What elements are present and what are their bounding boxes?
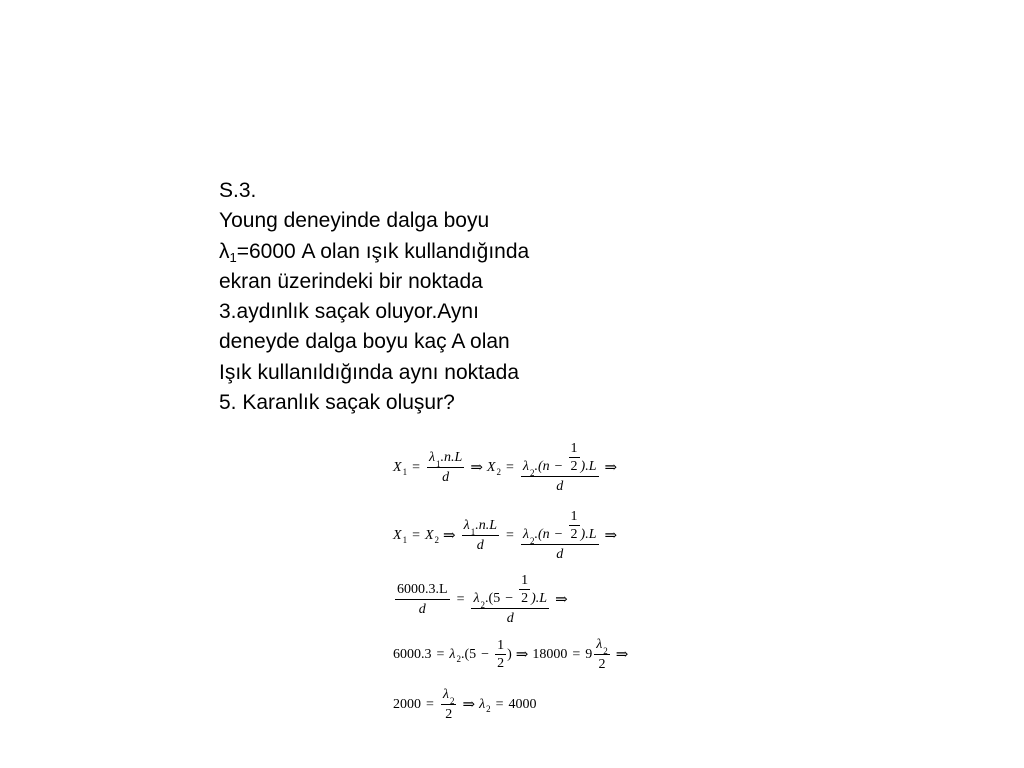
implies-icon: ⇒ [515, 646, 529, 663]
fraction-numerator: 1 [521, 573, 529, 588]
math-fraction [427, 451, 464, 485]
math-fraction [441, 688, 457, 722]
implies-icon: ⇒ [604, 459, 618, 476]
math-expr: 2000 [393, 697, 421, 712]
fraction-numerator [427, 451, 464, 468]
math-op: = [436, 647, 445, 662]
math-op: − [554, 527, 563, 542]
fraction-numerator: 1 [570, 441, 578, 456]
math-op: = [505, 460, 514, 475]
math-op: = [426, 697, 434, 712]
fraction-numerator: 1 [497, 638, 505, 653]
fraction-numerator [471, 574, 549, 609]
implies-icon: ⇒ [555, 591, 568, 608]
fraction-numerator [395, 583, 450, 600]
problem-line: 3.aydınlık saçak oluyor.Aynı [219, 300, 479, 324]
math-expr: .(n [534, 527, 550, 542]
fraction-numerator [594, 638, 610, 655]
equation-row-5 [393, 688, 537, 722]
math-op: − [554, 459, 563, 474]
math-fraction [471, 574, 549, 626]
math-sub: 2 [480, 600, 486, 610]
fraction-denominator: d [556, 479, 564, 494]
math-op: = [412, 528, 420, 543]
problem-number: S.3. [219, 179, 257, 202]
math-fraction [521, 442, 599, 494]
fraction-numerator: 1 [570, 509, 578, 524]
math-sub: 2 [529, 536, 535, 546]
math-expr: .(5 [485, 591, 501, 606]
math-sub: 2 [486, 703, 491, 714]
math-expr: ).L [580, 459, 597, 474]
lambda-symbol: λ [219, 239, 230, 263]
math-expr: .(n [534, 459, 550, 474]
problem-line: 5. Karanlık saçak oluşur? [219, 391, 455, 415]
math-sub: 2 [456, 653, 461, 664]
math-sub: 1 [470, 527, 476, 537]
math-op: = [495, 697, 504, 712]
fraction-numerator [521, 510, 599, 545]
fraction-denominator: 2 [521, 591, 529, 606]
math-op: = [412, 460, 420, 475]
math-sub: 2 [496, 466, 501, 477]
fraction-denominator: 2 [598, 657, 606, 672]
math-var: λ [479, 697, 486, 712]
math-sub: 1 [402, 466, 408, 477]
math-op: = [572, 647, 581, 662]
math-var: λ [473, 591, 480, 606]
fraction-denominator: d [556, 547, 564, 562]
fraction-denominator: 2 [570, 527, 578, 542]
lambda-subscript: 1 [229, 249, 237, 265]
math-var: λ [596, 637, 603, 652]
math-fraction [594, 638, 610, 672]
fraction-denominator: 2 [497, 656, 505, 671]
math-var: X [424, 528, 434, 543]
problem-line [219, 237, 529, 267]
math-small-fraction [519, 574, 530, 606]
fraction-denominator: 2 [570, 459, 578, 474]
math-sub: 2 [529, 468, 535, 478]
math-var: λ [522, 527, 529, 542]
equation-row-3 [393, 574, 572, 626]
math-var: λ [463, 518, 470, 533]
math-fraction [462, 519, 499, 553]
math-var: λ [449, 647, 456, 662]
problem-line-text: =6000 A olan ışık kullandığında [236, 239, 530, 263]
problem-text [219, 176, 529, 418]
math-expr: 4000 [508, 697, 537, 712]
fraction-numerator [462, 519, 499, 536]
math-sub: 2 [434, 534, 440, 545]
math-small-fraction [569, 442, 580, 474]
math-expr: .n.L [475, 518, 497, 533]
math-small-fraction [495, 639, 506, 671]
equation-row-1 [393, 442, 621, 494]
math-expr: 9 [585, 647, 593, 662]
fraction-denominator: d [476, 538, 484, 553]
math-expr: ).L [580, 527, 597, 542]
math-expr: ) [507, 647, 512, 662]
fraction-denominator: 2 [445, 707, 453, 722]
math-expr: 18000 [532, 647, 568, 662]
fraction-denominator: d [506, 611, 514, 626]
math-var: X [393, 460, 402, 475]
math-var: λ [428, 450, 436, 465]
problem-line: ekran üzerindeki bir noktada [219, 269, 483, 293]
math-op: − [505, 591, 514, 606]
problem-line: Young deneyinde dalga boyu [219, 209, 490, 233]
implies-icon: ⇒ [443, 527, 456, 544]
math-var: X [393, 528, 402, 543]
math-small-fraction [569, 510, 580, 542]
fraction-denominator: d [442, 470, 450, 485]
math-sub: 1 [436, 459, 441, 469]
math-var: λ [442, 687, 449, 702]
implies-icon: ⇒ [604, 527, 618, 544]
math-sub: 2 [603, 646, 608, 656]
math-expr: .n.L [440, 450, 463, 465]
fraction-numerator [521, 442, 599, 477]
math-op: = [505, 528, 514, 543]
math-fraction [395, 583, 450, 617]
implies-icon: ⇒ [462, 696, 476, 713]
math-op: − [481, 647, 490, 662]
implies-icon: ⇒ [470, 459, 483, 476]
math-var: λ [522, 459, 529, 474]
math-op: = [456, 592, 465, 607]
equation-row-4 [393, 638, 632, 672]
fraction-denominator: d [418, 602, 426, 617]
math-expr: .(5 [460, 647, 477, 662]
problem-line: deneyde dalga boyu kaç A olan [219, 330, 510, 354]
math-sub: 2 [449, 696, 455, 706]
implies-icon: ⇒ [615, 646, 629, 663]
math-var: X [486, 460, 496, 475]
math-expr: 6000.3 [393, 647, 432, 662]
equation-row-2 [393, 510, 621, 562]
math-expr: ).L [531, 591, 548, 606]
fraction-numerator [441, 688, 457, 705]
math-fraction [521, 510, 599, 562]
problem-line: Işık kullanıldığında aynı noktada [219, 360, 520, 384]
math-expr: 6000.3.L [397, 582, 448, 597]
math-sub: 1 [402, 534, 408, 545]
